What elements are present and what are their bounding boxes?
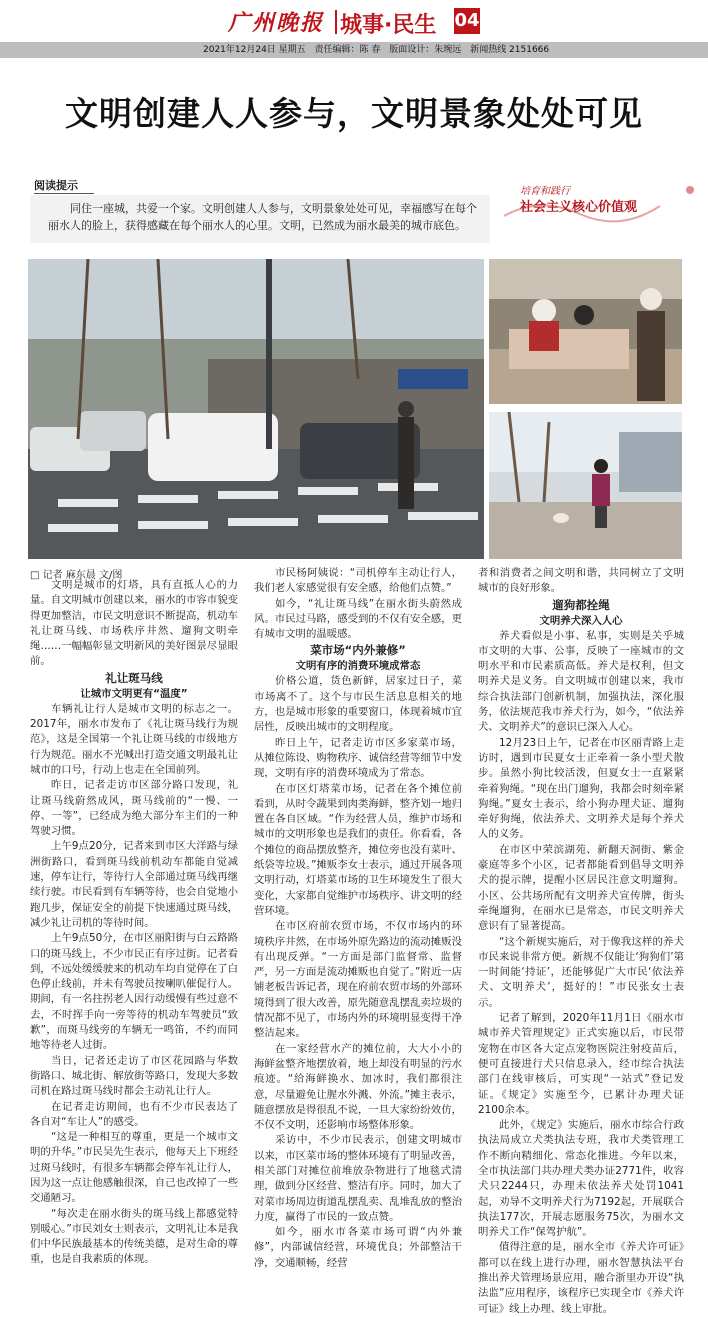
paragraph: 上午9点50分，在市区丽阳街与白云路路口的斑马线上，不少市民正有序过街。记者看到，不远处缓缓驶来的机动车均自觉停在了白色停止线前，并未有驾驶员按喇叭催促行人。期间，有一名拄拐老人因行动缓慢有些过意不去，不时挥手向一旁等待的机动车驾驶员“致歉”，而斑马线旁的车辆无一鸣笛，不约而同地等待老人过街。 (30, 932, 238, 1052)
masthead (0, 0, 708, 42)
news-hotline: 新闻热线 2151666 (470, 45, 550, 55)
section-subheading-dogs: 文明养犬深入人心 (539, 614, 623, 627)
article-column-3 (478, 566, 684, 1315)
paragraph: 在市区中荣滨湖苑、新翻天洞街、紫金豪庭等多个小区，记者都能看到倡导文明养犬的提示牌，提醒小区居民注意文明遛狗。小区、公共场所配有文明养犬宣传牌，街头牵绳遛狗，在丽水已是常态，市民文明养犬意识有了显著提高。 (478, 843, 684, 933)
newspaper-name: 广州晚报 (228, 10, 325, 36)
editor-credit: 责任编辑：陈 春 (314, 45, 381, 55)
paragraph: 上午9点20分，记者来到市区大洋路与绿洲街路口，看到斑马线前机动车都能自觉减速，停车让行，等待行人全部通过斑马线再继续行驶。市民看到有车辆等待，也会自觉地小跑几步，保证安全的前提下快速通过斑马线，减少礼让司机的等待时间。 (30, 840, 238, 929)
paragraph: 此外，《规定》实施后，丽水市综合行政执法局成立犬类执法专班，我市犬类管理工作不断向精细化、常态化推进。今年以来，全市执法部门共办理犬类办证2771件，收容犬只2244只，办理未依法养犬处罚1041起，劝导不文明养犬行为7192起，开展联合执法177次，开展志愿服务75次，为丽水文明养犬工作“保驾护航”。 (478, 1119, 684, 1239)
issue-date: 2021年12月24日 星期五 (203, 45, 306, 55)
section-subheading-market: 文明有序的消费环境成常态 (295, 660, 421, 673)
photo-crosswalk (28, 259, 484, 559)
paragraph: 在记者走访期间，也有不少市民表达了各自对“车让人”的感受。 (30, 1100, 238, 1128)
photo-market (489, 259, 682, 404)
slogan-main-text: 社会主义核心价值观 (520, 200, 638, 215)
paragraph: 值得注意的是，丽水全市《养犬许可证》都可以在线上进行办理，丽水智慧执法平台推出养犬管理场景应用，融合浙里办开设“执法监”应用程序，该程序已实现全市《养犬许可证》线上办理、线上审批。 (478, 1241, 684, 1315)
section-heading-crosswalk: 礼让斑马线 (105, 670, 163, 685)
article-column-1 (30, 578, 238, 1266)
layout-credit: 版面设计：朱琬远 (389, 45, 462, 55)
page-headline: 文明创建人人参与，文明景象处处可见 (65, 94, 643, 133)
reading-tip-rule (34, 193, 94, 194)
section-heading-dogs: 遛狗都拴绳 (552, 597, 610, 612)
section-heading-market: 菜市场“内外兼修” (310, 643, 406, 658)
author-byline: □ 记者 麻东晨 文/图 (30, 570, 123, 581)
paragraph: 养犬看似是小事、私事，实则是关乎城市文明的大事、公事，反映了一座城市的文明水平和市民素质高低。养犬是权利，但文明养犬是义务。自文明城市创建以来，我市综合执法部门创新机制，加强执法，深化服务，依法规范我市养犬行为，如今，“依法养犬、文明养犬”的意识已深入人心。 (478, 629, 684, 734)
reading-tip-label: 阅读提示 (34, 179, 78, 192)
paragraph: 在市区灯塔菜市场，记者在各个摊位前看到，从时令蔬果到肉类海鲜，整齐划一地归置在各自区域。“作为经营人员，维护市场和城市的文明形象也是我们的责任。你看看，各个摊位的商品摆放整齐，摊位旁也没有菜叶、纸袋等垃圾。”摊贩李女士表示，通过开展各项文明行动，灯塔菜市场的卫生环境发生了很大变化，大家都自觉维护市场秩序、讲文明的经营环境。 (254, 782, 462, 917)
page-number: 04 (454, 8, 480, 34)
paragraph-continuation: 者和消费者之间文明和谐，共同树立了文明城市的良好形象。 (478, 567, 684, 595)
reading-tip-text: 同住一座城，共爱一个家。文明创建人人参与，文明景象处处可见，幸福感写在每个丽水人的脸上，获得感藏在每个丽水人的心里。文明，已然成为丽水最美的城市底色。 (48, 202, 477, 232)
paragraph: 昨日，记者走访市区部分路口发现，礼让斑马线蔚然成风，斑马线前的“一慢、一停、一等”，已经成为绝大部分车主们的一种驾驶习惯。 (30, 779, 238, 838)
section-subheading-crosswalk: 让城市文明更有“温度” (80, 687, 188, 700)
paragraph: 价格公道，货色新鲜，居家过日子，菜市场离不了。这个与市民生活息息相关的地方，也是城市形象的重要窗口，体现着城市宜居性，反映出城市的文明程度。 (254, 675, 462, 734)
section-name: 城事·民生 (340, 13, 437, 38)
slogan-small-text: 培育和践行 (520, 186, 570, 197)
paragraph: 在市区府前农贸市场，不仅市场内的环境秩序井然，在市场外原先路边的流动摊贩没有出现反弹。“一方面是部门监督常、监督严，另一方面是流动摊贩也自觉了。”附近一店铺老板告诉记者，现在府前农贸市场的外部环境得到了很大改善，原先随意乱摆乱卖垃圾的情况都不见了，市场内外的环境明显变得干净整洁起来。 (254, 920, 462, 1040)
paragraph: 市民杨阿姨说：“司机停车主动让行人，我们老人家感觉很有安全感，给他们点赞。” (254, 567, 462, 595)
paragraph: 12月23日上午，记者在市区丽青路上走访时，遇到市民夏女士正牵着一条小型犬散步。虽然小狗比较活泼，但夏女士一直紧紧牵着狗绳。“现在出门遛狗，我都会时刻牵紧狗绳。”夏女士表示，给小狗办理犬证、遛狗牵好狗绳，依法养犬、文明养犬是每个养犬人的义务。 (478, 736, 684, 841)
paragraph: 昨日上午，记者走访市区多家菜市场，从摊位陈设、购物秩序、诚信经营等细节中发现，文明有序的消费环境成为了常态。 (254, 736, 462, 780)
masthead-divider (335, 10, 337, 34)
paragraph: 在一家经营水产的摊位前，大大小小的海鲜盆整齐地摆放着，地上却没有明显的污水痕迹。“给海鲜换水、加冰时，我们都很注意，尽量避免让腥水外溅、外流。”摊主表示，随意摆放是得很乱不说，一旦大家纷纷效仿，不仅不文明，还影响市场整体形象。 (254, 1042, 462, 1132)
paragraph: “这是一种相互的尊重，更是一个城市文明的升华。”市民吴先生表示，他每天上下班经过斑马线时，有很多车辆都会停车礼让行人，因为这一点让他感触很深，自己也改掉了一些交通陋习。 (30, 1131, 238, 1205)
article-column-2 (254, 566, 462, 1269)
paragraph: 如今，“礼让斑马线”在丽水街头蔚然成风。市民过马路，感受到的不仅有安全感，更有城市文明的温暖感。 (254, 597, 462, 641)
paragraph: 车辆礼让行人是城市文明的标志之一。2017年，丽水市发布了《礼让斑马线行为规范》，这是全国第一个礼让斑马线的市级地方行为规范。丽水不光喊出打造交通文明最礼让城市的口号，行动上也走在全国前列。 (30, 702, 238, 776)
paragraph: 采访中，不少市民表示，创建文明城市以来，市区菜市场的整体环境有了明显改善，相关部门对摊位前堆放杂物进行了地毯式清理，做到分区经营、整洁有序。同时，加大了对菜市场周边街道乱摆乱卖、乱堆乱放的整治力度，赢得了市民的一致点赞。 (254, 1134, 462, 1223)
article-intro: 文明是城市的灯塔，具有直抵人心的力量。自文明城市创建以来，丽水的市容市貌变得更加整洁，市民文明意识不断提高，机动车礼让斑马线、市场秩序井然、遛狗文明牵绳……一幅幅彰显文明新风的美好图景尽显眼前。 (30, 579, 238, 668)
paragraph: 如今，丽水市各菜市场可谓“内外兼修”，内部诚信经营，环境优良；外部整洁干净，交通顺畅，经营 (254, 1226, 462, 1269)
paragraph: 当日，记者还走访了市区花园路与华数街路口、城北街、解放街等路口，发现大多数司机在路过斑马线时都会主动礼让行人。 (30, 1054, 238, 1098)
photo-dog-walking (489, 412, 682, 559)
paragraph: “这个新规实施后，对于像我这样的养犬市民来说非常方便。新规不仅能让‘狗狗们’第一时间能‘持证’，还能够促广大市民‘依法养犬、文明养犬’，挺好的！”市民张女士表示。 (478, 935, 684, 1009)
info-bar-text (203, 42, 555, 58)
paragraph: 记者了解到，2020年11月1日《丽水市城市养犬管理规定》正式实施以后，市民带宠物在市区各大定点宠物医院注射疫苗后，便可直接进行犬只信息录入，经市综合执法部门在线审核后，可实现“一站式”登记发证。《规定》实施至今，已累计办理犬证2100余本。 (478, 1012, 684, 1116)
paragraph: “每次走在丽水街头的斑马线上都感觉特别暖心。”市民刘女士则表示，文明礼让本是我们中华民族最基本的传统美德，是对生命的尊重，也是自我素质的体现。 (30, 1207, 238, 1266)
